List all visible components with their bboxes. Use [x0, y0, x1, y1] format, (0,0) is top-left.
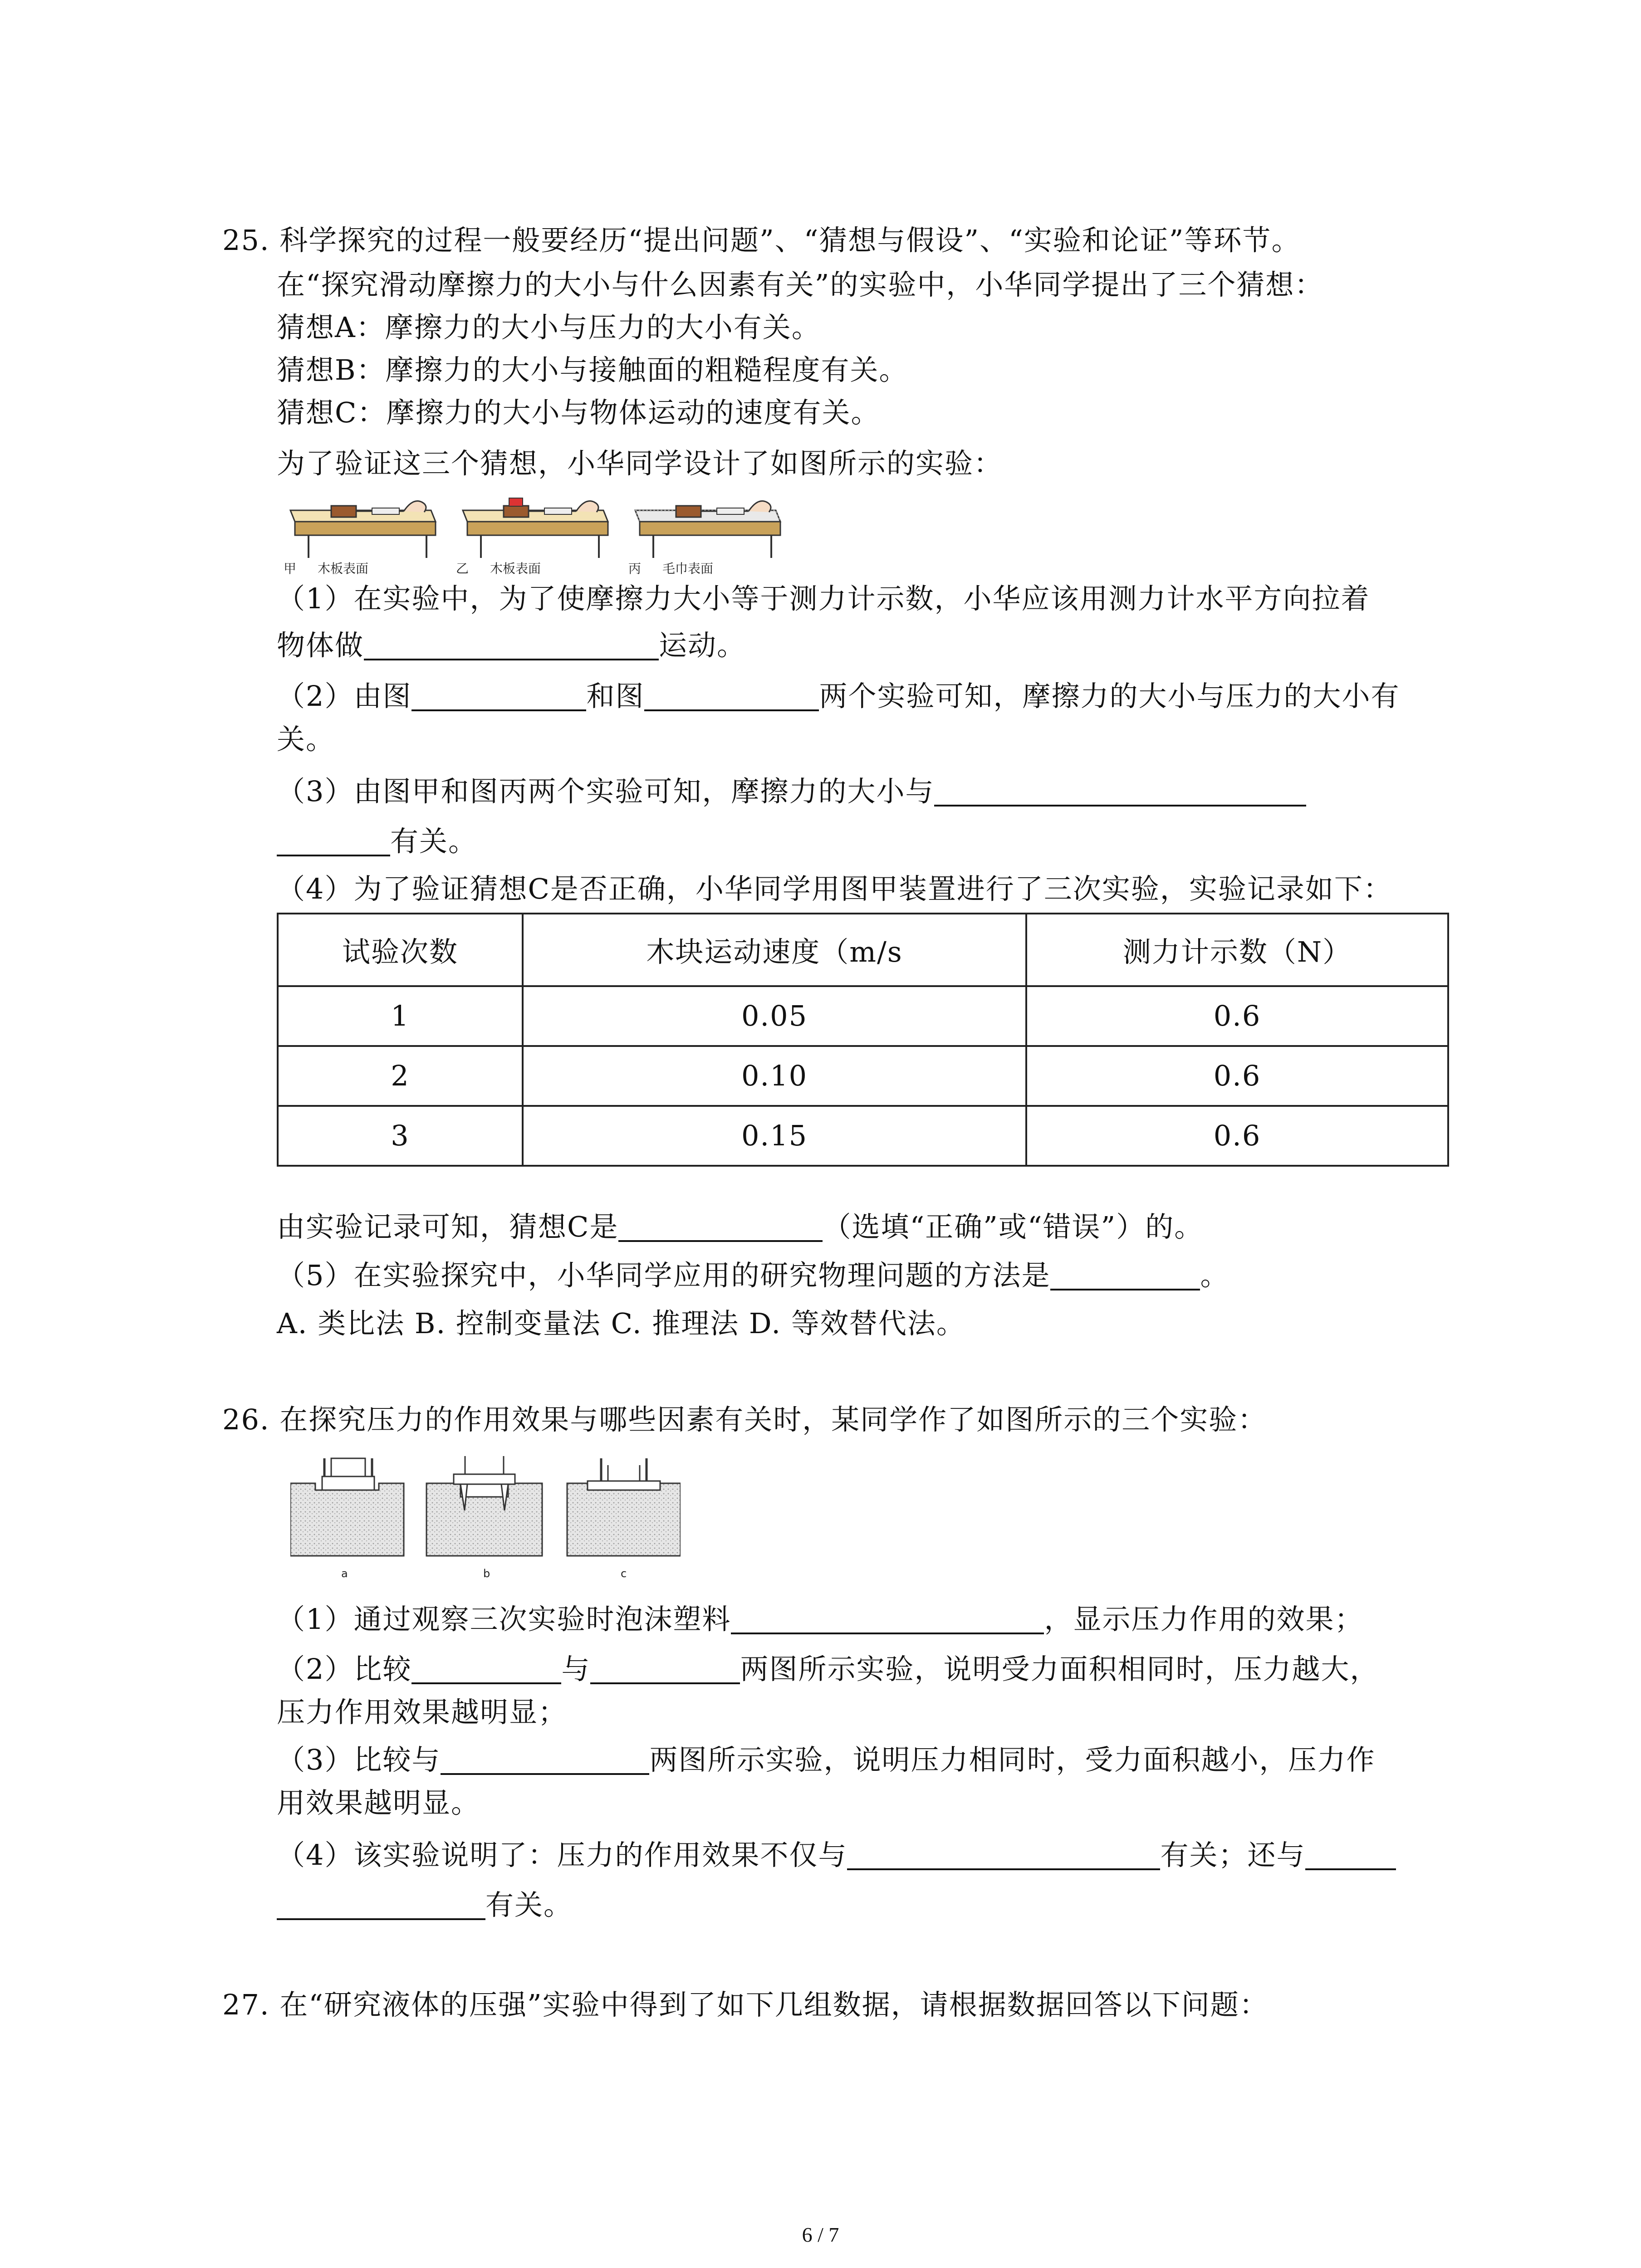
caption-jia-label: 甲	[284, 561, 297, 576]
answer-blank-2a[interactable]	[411, 681, 586, 711]
text: 由实验记录可知，猜想C是	[277, 1210, 619, 1243]
caption-jia-surface: 木板表面	[318, 561, 369, 576]
q25-design: 为了验证这三个猜想，小华同学设计了如图所示的实验：	[277, 447, 1003, 480]
text: 两个实验可知，摩擦力的大小与压力的大小有	[819, 679, 1400, 713]
q25-part3-line2	[277, 823, 477, 860]
answer-blank-4[interactable]	[618, 1212, 823, 1242]
q26-part3-line1	[277, 1742, 1375, 1778]
q25-options: A. 类比法 B. 控制变量法 C. 推理法 D. 等效替代法。	[277, 1307, 965, 1340]
answer-blank-7a[interactable]	[411, 1654, 561, 1684]
q25-intro-line1: 25. 科学探究的过程一般要经历“提出问题”、“猜想与假设”、“实验和论证”等环节。	[222, 224, 1301, 257]
text: 物体做	[277, 629, 364, 662]
text: 与	[561, 1652, 591, 1686]
caption-yi-label: 乙	[456, 561, 469, 576]
text: 有关。	[390, 825, 478, 858]
header-speed: 木块运动速度（m/s	[523, 914, 1026, 986]
q26-part1	[277, 1601, 1363, 1637]
header-force: 测力计示数（N）	[1026, 914, 1448, 986]
cell-speed: 0.10	[523, 1046, 1026, 1106]
q27-intro: 27. 在“研究液体的压强”实验中得到了如下几组数据，请根据数据回答以下问题：	[222, 1988, 1269, 2021]
pressure-experiment-figure	[290, 1456, 681, 1560]
text: 两图所示实验，说明受力面积相同时，压力越大，	[740, 1652, 1379, 1686]
answer-blank-9c[interactable]	[277, 1890, 485, 1920]
figure-label-a: a	[341, 1567, 348, 1580]
text: （2）比较	[277, 1652, 412, 1686]
cell-trial: 2	[278, 1046, 523, 1106]
header-trial: 试验次数	[278, 914, 523, 986]
cell-speed: 0.15	[523, 1106, 1026, 1166]
answer-blank-3a[interactable]	[934, 777, 1306, 807]
q25-part3-line1	[277, 773, 1306, 810]
q26-part2-line1	[277, 1651, 1379, 1687]
q25-part1-line1: （1）在实验中，为了使摩擦力大小等于测力计示数，小华应该用测力计水平方向拉着	[277, 582, 1370, 615]
q26-part2-line2: 压力作用效果越明显；	[277, 1696, 568, 1729]
q25-part2-line2: 关。	[277, 723, 335, 756]
q26-part3-line2: 用效果越明显。	[277, 1786, 480, 1819]
cell-trial: 1	[278, 986, 523, 1046]
answer-blank-1[interactable]	[364, 631, 659, 660]
cell-trial: 3	[278, 1106, 523, 1166]
text: 和图	[586, 679, 645, 713]
cell-force: 0.6	[1026, 986, 1448, 1046]
q26-part4-line2	[277, 1887, 573, 1923]
experiment-record-table	[277, 913, 1449, 1167]
q25-guess-b: 猜想B：摩擦力的大小与接触面的粗糙程度有关。	[277, 353, 908, 386]
text: （选填“正确”或“错误”）的。	[823, 1210, 1204, 1243]
text: （3）比较与	[277, 1743, 441, 1776]
table-row	[278, 1106, 1448, 1166]
pressure-setup-b	[426, 1456, 542, 1556]
q25-conclusion	[277, 1209, 1203, 1245]
q25-intro-line2: 在“探究滑动摩擦力的大小与什么因素有关”的实验中，小华同学提出了三个猜想：	[277, 268, 1324, 301]
text: 有关；还与	[1160, 1838, 1306, 1872]
q25-guess-a: 猜想A：摩擦力的大小与压力的大小有关。	[277, 311, 821, 344]
friction-setup-bing	[635, 501, 780, 558]
q26-intro: 26. 在探究压力的作用效果与哪些因素有关时，某同学作了如图所示的三个实验：	[222, 1403, 1267, 1436]
answer-blank-7b[interactable]	[590, 1654, 740, 1684]
q25-guess-c: 猜想C：摩擦力的大小与物体运动的速度有关。	[277, 396, 880, 429]
caption-bing-label: 丙	[628, 561, 642, 576]
text: （5）在实验探究中，小华同学应用的研究物理问题的方法是	[277, 1259, 1051, 1292]
friction-setup-yi	[463, 498, 608, 558]
q25-part1-line2	[277, 627, 746, 664]
pressure-setup-c	[567, 1458, 681, 1556]
caption-yi-surface: 木板表面	[490, 561, 541, 576]
text: （1）通过观察三次实验时泡沫塑料	[277, 1603, 731, 1636]
cell-speed: 0.05	[523, 986, 1026, 1046]
table-header-row	[278, 914, 1448, 986]
figure-label-b: b	[483, 1567, 490, 1580]
text: （4）该实验说明了：压力的作用效果不仅与	[277, 1838, 847, 1872]
text: 有关。	[485, 1888, 573, 1921]
caption-bing-surface: 毛巾表面	[662, 561, 714, 576]
q25-part5	[277, 1257, 1229, 1294]
answer-blank-2b[interactable]	[644, 681, 819, 711]
text: 运动。	[659, 629, 746, 662]
cell-force: 0.6	[1026, 1046, 1448, 1106]
answer-blank-3b[interactable]	[277, 826, 390, 856]
q25-part2-line1	[277, 678, 1400, 714]
answer-blank-6[interactable]	[731, 1604, 1044, 1634]
table-row	[278, 986, 1448, 1046]
text: （2）由图	[277, 679, 412, 713]
table-row	[278, 1046, 1448, 1106]
answer-blank-5[interactable]	[1050, 1261, 1200, 1290]
pressure-setup-a	[290, 1458, 404, 1556]
answer-blank-9a[interactable]	[847, 1840, 1160, 1870]
cell-force: 0.6	[1026, 1106, 1448, 1166]
text: （3）由图甲和图丙两个实验可知，摩擦力的大小与	[277, 775, 935, 808]
answer-blank-9b[interactable]	[1305, 1840, 1396, 1870]
text: 两图所示实验，说明压力相同时，受力面积越小，压力作	[649, 1743, 1376, 1776]
answer-blank-8[interactable]	[441, 1745, 649, 1775]
page-number: 6 / 7	[802, 2223, 839, 2246]
text: ，显示压力作用的效果；	[1044, 1603, 1364, 1636]
q25-part4: （4）为了验证猜想C是否正确，小华同学用图甲装置进行了三次实验，实验记录如下：	[277, 872, 1392, 905]
q26-part4-line1	[277, 1837, 1396, 1873]
friction-setup-jia	[290, 501, 436, 558]
text: 。	[1200, 1259, 1230, 1292]
figure-label-c: c	[621, 1567, 627, 1580]
